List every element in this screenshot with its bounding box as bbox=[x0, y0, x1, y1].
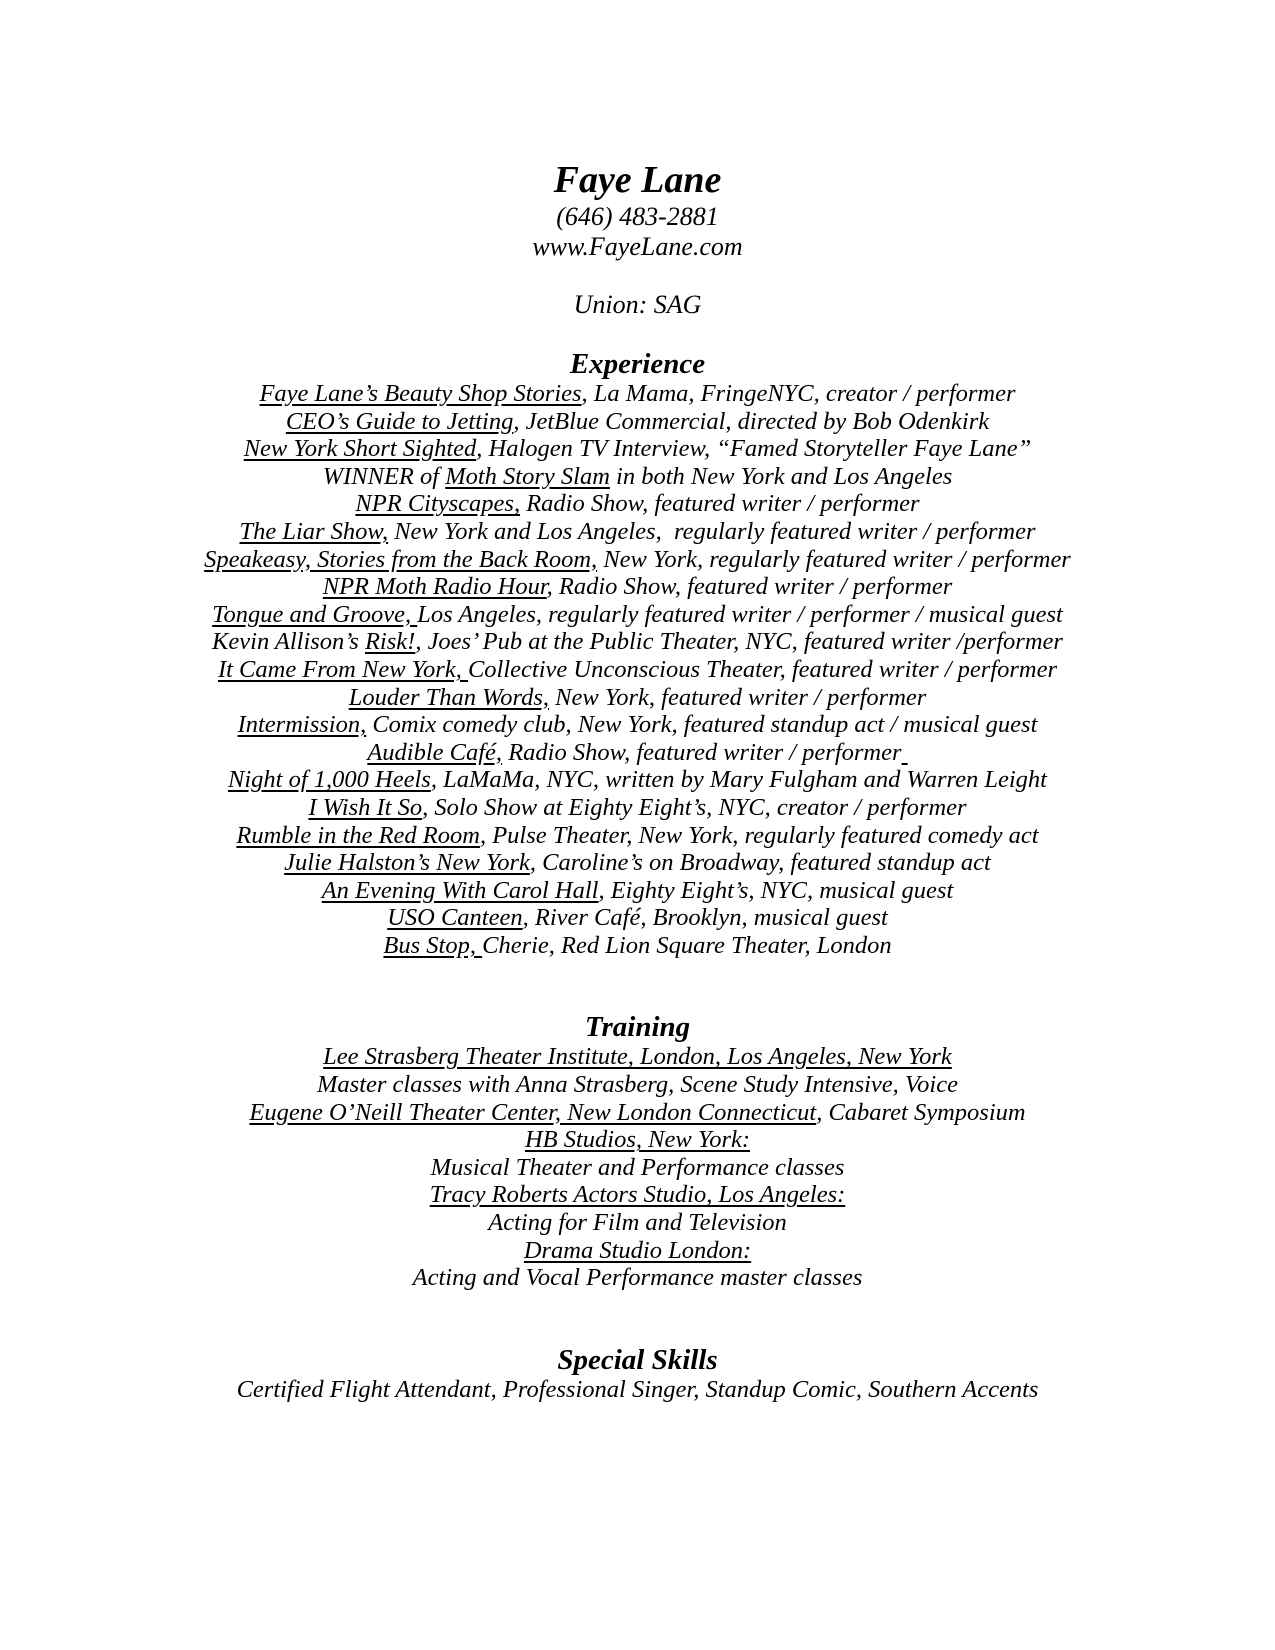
resume-line bbox=[0, 518, 1275, 546]
underlined-title-text: Moth Story Slam bbox=[445, 462, 610, 490]
plain-text: Musical Theater and Performance classes bbox=[430, 1153, 845, 1181]
resume-line bbox=[0, 822, 1275, 850]
plain-text: , Halogen TV Interview, “Famed Storyteller Faye Lane” bbox=[476, 435, 1032, 463]
plain-text: , Cabaret Symposium bbox=[816, 1098, 1026, 1126]
plain-text: , LaMaMa, NYC, written by Mary Fulgham and Warren Leight bbox=[430, 766, 1047, 794]
underlined-title-text: HB Studios, New York: bbox=[524, 1126, 751, 1154]
plain-text: , River Café, Brooklyn, musical guest bbox=[522, 904, 888, 932]
resume-line bbox=[0, 573, 1275, 601]
underlined-title-text: CEO’s Guide to Jetting bbox=[285, 407, 514, 435]
underlined-title-text: Intermission, bbox=[237, 711, 367, 739]
underlined-title-text: Drama Studio London: bbox=[523, 1236, 752, 1264]
resume-line bbox=[0, 766, 1275, 794]
resume-line bbox=[0, 849, 1275, 877]
resume-line bbox=[0, 463, 1275, 491]
underlined-title-text: The Liar Show, bbox=[239, 517, 389, 545]
resume-line bbox=[0, 408, 1275, 436]
resume-line bbox=[0, 904, 1275, 932]
underlined-title-text: Julie Halston’s New York bbox=[284, 849, 530, 877]
resume-line bbox=[0, 877, 1275, 905]
resume-line bbox=[0, 711, 1275, 739]
phone-number: (646) 483-2881 bbox=[556, 202, 719, 231]
resume-line bbox=[0, 684, 1275, 712]
experience-heading: Experience bbox=[569, 348, 706, 380]
plain-text: Comix comedy club, New York, featured standup act / musical guest bbox=[366, 711, 1038, 739]
resume-line bbox=[0, 380, 1275, 408]
resume-line bbox=[0, 435, 1275, 463]
plain-text: , Eighty Eight’s, NYC, musical guest bbox=[598, 876, 954, 904]
resume-line bbox=[0, 1237, 1275, 1265]
underlined-title-text: Faye Lane’s Beauty Shop Stories bbox=[259, 380, 582, 407]
plain-text: Cherie, Red Lion Square Theater, London bbox=[482, 931, 892, 959]
resume-line bbox=[0, 656, 1275, 684]
resume-line bbox=[0, 1209, 1275, 1237]
special-skills-list bbox=[0, 1376, 1275, 1404]
plain-text: , Caroline’s on Broadway, featured standup act bbox=[529, 849, 991, 877]
plain-text: Collective Unconscious Theater, featured writer / performer bbox=[467, 655, 1058, 683]
plain-text: , Solo Show at Eighty Eight’s, NYC, creator / performer bbox=[422, 793, 967, 821]
underlined-title-text: Eugene O’Neill Theater Center, New London Connecticut bbox=[249, 1098, 817, 1126]
plain-text: Kevin Allison’s bbox=[212, 628, 365, 656]
underlined-title-text: Lee Strasberg Theater Institute, London, Los Angeles, New York bbox=[323, 1043, 952, 1071]
underlined-title-text: Risk! bbox=[364, 628, 416, 656]
underlined-title-text: New York Short Sighted bbox=[243, 435, 477, 463]
plain-text: New York, featured writer / performer bbox=[549, 683, 927, 711]
underlined-title-text: Speakeasy, Stories from the Back Room, bbox=[204, 545, 598, 573]
resume-line bbox=[0, 794, 1275, 822]
resume-line bbox=[0, 601, 1275, 629]
underlined-title-text: Louder Than Words, bbox=[348, 683, 550, 711]
special-skills-heading: Special Skills bbox=[557, 1343, 718, 1376]
plain-text: WINNER of bbox=[322, 462, 446, 490]
resume-line bbox=[0, 739, 1275, 767]
resume-line bbox=[0, 932, 1275, 960]
plain-text: Master classes with Anna Strasberg, Scene Study Intensive, Voice bbox=[317, 1071, 958, 1099]
plain-text: Radio Show, featured writer / performer bbox=[502, 738, 902, 766]
plain-text: , Joes’ Pub at the Public Theater, NYC, featured writer /performer bbox=[415, 628, 1063, 656]
underlined-title-text: NPR Moth Radio Hour bbox=[322, 573, 547, 601]
plain-text: , Radio Show, featured writer / performer bbox=[546, 573, 953, 601]
underlined-title-text: Tracy Roberts Actors Studio, Los Angeles: bbox=[429, 1181, 846, 1209]
plain-text: Los Angeles, regularly featured writer / performer / musical guest bbox=[417, 600, 1063, 628]
plain-text: New York, regularly featured writer / performer bbox=[597, 545, 1071, 573]
resume-line bbox=[0, 546, 1275, 574]
plain-text: , La Mama, FringeNYC, creator / performer bbox=[581, 380, 1016, 407]
underlined-title-text: Rumble in the Red Room bbox=[236, 821, 480, 849]
underlined-title-text: Audible Café, bbox=[367, 738, 503, 766]
plain-text: Radio Show, featured writer / performer bbox=[520, 490, 920, 518]
plain-text: , JetBlue Commercial, directed by Bob Odenkirk bbox=[513, 407, 990, 435]
union-affiliation: Union: SAG bbox=[573, 290, 702, 319]
website-url: www.FayeLane.com bbox=[532, 232, 743, 261]
training-heading: Training bbox=[584, 1011, 691, 1044]
training-list bbox=[0, 1043, 1275, 1291]
underlined-title-text: It Came From New York, bbox=[217, 655, 468, 683]
underlined-title-text: An Evening With Carol Hall bbox=[321, 876, 599, 904]
person-name: Faye Lane bbox=[553, 159, 722, 201]
underlined-title-text: I Wish It So bbox=[308, 793, 423, 821]
underlined-title-text: USO Canteen bbox=[387, 904, 523, 932]
resume-line bbox=[0, 1043, 1275, 1071]
resume-line bbox=[0, 1071, 1275, 1099]
plain-text: , Pulse Theater, New York, regularly featured comedy act bbox=[479, 821, 1039, 849]
plain-text: Certified Flight Attendant, Professional Singer, Standup Comic, Southern Accents bbox=[236, 1375, 1039, 1403]
underlined-title-text: Night of 1,000 Heels bbox=[228, 766, 431, 794]
resume-line bbox=[0, 1181, 1275, 1209]
plain-text: New York and Los Angeles, regularly featured writer / performer bbox=[388, 517, 1036, 545]
resume-line bbox=[0, 1099, 1275, 1127]
experience-list bbox=[0, 380, 1275, 959]
plain-text: Acting for Film and Television bbox=[488, 1209, 787, 1237]
underlined-title-text: Tongue and Groove, bbox=[212, 600, 418, 628]
underlined-title-text bbox=[902, 739, 908, 766]
underlined-title-text: Bus Stop, bbox=[383, 931, 483, 959]
plain-text: Acting and Vocal Performance master classes bbox=[412, 1264, 863, 1292]
resume-line bbox=[0, 1154, 1275, 1182]
resume-line bbox=[0, 1376, 1275, 1404]
resume-line bbox=[0, 490, 1275, 518]
plain-text: in both New York and Los Angeles bbox=[609, 462, 953, 490]
underlined-title-text: NPR Cityscapes, bbox=[355, 490, 521, 518]
resume-line bbox=[0, 1126, 1275, 1154]
resume-line bbox=[0, 628, 1275, 656]
resume-line bbox=[0, 1264, 1275, 1292]
